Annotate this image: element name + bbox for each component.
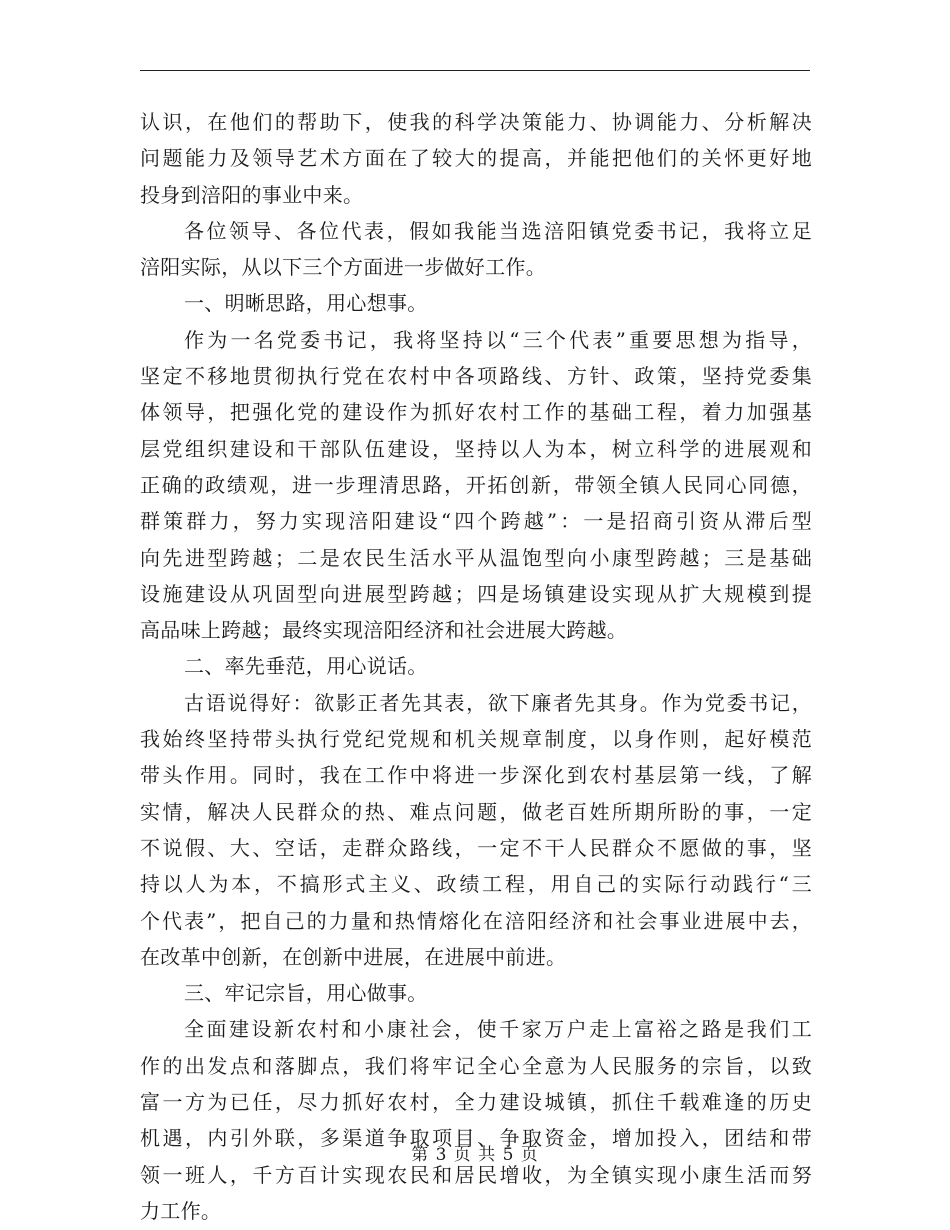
text-line: 向先进型跨越；二是农民生活水平从温饱型向小康型跨越；三是基础 xyxy=(140,545,812,570)
text-line: 不说假、大、空话，走群众路线，一定不干人民群众不愿做的事，坚 xyxy=(140,835,812,860)
text-line: 实情，解决人民群众的热、难点问题，做老百姓所期所盼的事，一定 xyxy=(140,799,812,824)
text-line: 带头作用。同时，我在工作中将进一步深化到农村基层第一线，了解 xyxy=(140,763,812,788)
text-line: 层党组织建设和干部队伍建设，坚持以人为本，树立科学的进展观和 xyxy=(140,436,812,461)
text-line: 作为一名党委书记，我将坚持以“三个代表”重要思想为指导， xyxy=(184,327,812,352)
text-line: 问题能力及领导艺术方面在了较大的提高，并能把他们的关怀更好地 xyxy=(140,146,812,171)
text-line: 设施建设从巩固型向进展型跨越；四是场镇建设实现从扩大规模到提 xyxy=(140,581,812,606)
text-line: 三、牢记宗旨，用心做事。 xyxy=(184,981,428,1006)
header-rule xyxy=(140,70,810,71)
text-line: 我始终坚持带头执行党纪党规和机关规章制度，以身作则，起好模范 xyxy=(140,727,812,752)
text-line: 投身到涪阳的事业中来。 xyxy=(140,182,364,207)
document-body xyxy=(140,104,812,1229)
text-line: 二、率先垂范，用心说话。 xyxy=(184,654,428,679)
text-line: 领一班人，千方百计实现农民和居民增收，为全镇实现小康生活而努 xyxy=(140,1162,812,1187)
text-line: 高品味上跨越；最终实现涪阳经济和社会进展大跨越。 xyxy=(140,618,628,643)
text-line: 一、明晰思路，用心想事。 xyxy=(184,291,428,316)
text-line: 作的出发点和落脚点，我们将牢记全心全意为人民服务的宗旨，以致 xyxy=(140,1053,812,1078)
text-line: 群策群力，努力实现涪阳建设“四个跨越”：一是招商引资从滞后型 xyxy=(140,509,812,534)
text-line: 认识，在他们的帮助下，使我的科学决策能力、协调能力、分析解决 xyxy=(140,110,812,134)
text-line: 个代表”，把自己的力量和热情熔化在涪阳经济和社会事业进展中去， xyxy=(140,908,812,933)
text-line: 力工作。 xyxy=(140,1198,222,1223)
text-line: 正确的政绩观，进一步理清思路，开拓创新，带领全镇人民同心同德， xyxy=(140,472,812,497)
text-line: 各位领导、各位代表，假如我能当选涪阳镇党委书记，我将立足 xyxy=(184,218,812,243)
text-line: 富一方为已任，尽力抓好农村，全力建设城镇，抓住千载难逢的历史 xyxy=(140,1090,812,1115)
text-line: 持以人为本，不搞形式主义、政绩工程，用自己的实际行动践行“三 xyxy=(140,872,812,897)
page-footer: 第 3 页 共 5 页 xyxy=(411,1145,539,1165)
text-line: 坚定不移地贯彻执行党在农村中各项路线、方针、政策，坚持党委集 xyxy=(140,364,812,389)
text-line: 机遇，内引外联，多渠道争取项目、争取资金，增加投入，团结和带 xyxy=(140,1126,812,1151)
text-line: 古语说得好：欲影正者先其表，欲下廉者先其身。作为党委书记， xyxy=(184,690,812,715)
text-line: 全面建设新农村和小康社会，使千家万户走上富裕之路是我们工 xyxy=(184,1017,812,1042)
text-line: 在改革中创新，在创新中进展，在进展中前进。 xyxy=(140,944,567,969)
text-line: 涪阳实际，从以下三个方面进一步做好工作。 xyxy=(140,255,546,280)
text-line: 体领导，把强化党的建设作为抓好农村工作的基础工程，着力加强基 xyxy=(140,400,812,425)
